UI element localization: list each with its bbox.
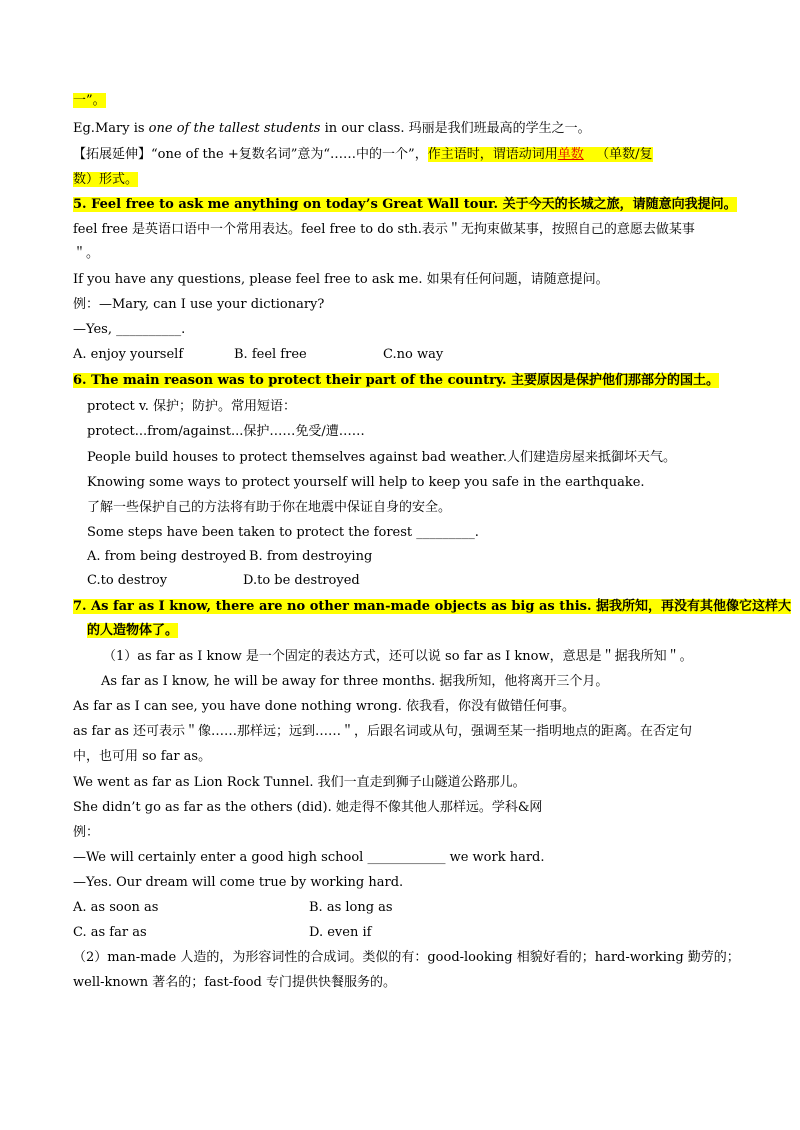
text-line <box>73 92 106 110</box>
section-heading-6: 6. The main reason was to protect their part of the country. 主要原因是保护他们那部分的国土。 <box>73 373 720 388</box>
extension-note: 【拓展延伸】“one of the +复数名词”意为“……中的一个”，作主语时，谓语动词用单数 （单数/复 <box>73 147 653 162</box>
section-heading-7: 7. As far as I know, there are no other man-made objects as big as this. 据我所知，再没有其他像它这样大 <box>73 599 792 614</box>
option-b: B. feel free <box>234 347 307 362</box>
text-line: feel free 是英语口语中一个常用表达。feel free to do sth.表示＂无拘束做某事，按照自己的意愿去做某事 <box>73 222 695 237</box>
option-c: C.no way <box>383 347 444 362</box>
example-line: —Yes, __________. <box>73 322 186 337</box>
text-line: People build houses to protect themselves against bad weather.人们建造房屋来抵御坏天气。 <box>87 450 676 465</box>
text-line: We went as far as Lion Rock Tunnel. 我们一直走到狮子山隧道公路那儿。 <box>73 775 526 790</box>
text-line: ＂。 <box>73 246 100 261</box>
text-line: as far as 还可表示＂像……那样远；远到……＂，后跟名词或从句，强调至某一指明地点的距离。在否定句 <box>73 724 693 739</box>
text-line: （2）man-made 人造的，为形容词性的合成词。类似的有：good-looking 相貌好看的；hard-working 勤劳的； <box>73 950 740 965</box>
answer-fill: 单数 <box>557 147 584 162</box>
section-heading-5: 5. Feel free to ask me anything on today’s Great Wall tour. 关于今天的长城之旅，请随意向我提问。 <box>73 197 737 212</box>
section-heading-7-cont: 的人造物体了。 <box>87 623 179 638</box>
text-line: 中，也可用 so far as。 <box>73 749 212 764</box>
option-b: B. as long as <box>309 900 393 915</box>
example-label: 例： <box>73 825 100 840</box>
option-a: A. from being destroyed <box>87 549 247 564</box>
option-d: D.to be destroyed <box>243 573 360 588</box>
option-b: B. from destroying <box>249 549 373 564</box>
highlighted-text: 一”。 <box>73 93 106 108</box>
text-line: Knowing some ways to protect yourself will help to keep you safe in the earthquake. <box>87 475 645 490</box>
example-line: 例：—Mary, can I use your dictionary? <box>73 297 325 312</box>
text-line: Some steps have been taken to protect the forest _________. <box>87 525 479 540</box>
option-c: C. as far as <box>73 925 147 940</box>
text-line: protect...from/against...保护……免受/遭…… <box>87 424 365 439</box>
text-line: （1）as far as I know 是一个固定的表达方式，还可以说 so far as I know，意思是＂据我所知＂。 <box>103 649 693 664</box>
option-c: C.to destroy <box>87 573 168 588</box>
highlighted-text: 数）形式。 <box>73 172 139 187</box>
italic-phrase: one of the tallest students <box>148 121 321 136</box>
text-line <box>73 171 138 189</box>
text-line: She didn’t go as far as the others (did). 她走得不像其他人那样远。学科&网 <box>73 800 543 815</box>
example-line: Eg.Mary is one of the tallest students in our class. 玛丽是我们班最高的学生之一。 <box>73 121 591 136</box>
text-line: 了解一些保护自己的方法将有助于你在地震中保证自身的安全。 <box>87 500 452 515</box>
highlighted-text: 作主语时，谓语动词用单数 （单数/复 <box>427 147 653 162</box>
text-line: As far as I know, he will be away for three months. 据我所知，他将离开三个月。 <box>101 674 609 689</box>
text-line: protect v. 保护；防护。常用短语： <box>87 399 296 414</box>
option-d: D. even if <box>309 925 372 940</box>
example-line: —Yes. Our dream will come true by working hard. <box>73 875 404 890</box>
option-a: A. as soon as <box>73 900 159 915</box>
option-a: A. enjoy yourself <box>73 347 184 362</box>
text-line: well-known 著名的；fast-food 专门提供快餐服务的。 <box>73 975 397 990</box>
example-line: —We will certainly enter a good high school ____________ we work hard. <box>73 850 545 865</box>
text-line: If you have any questions, please feel free to ask me. 如果有任何问题，请随意提问。 <box>73 272 609 287</box>
text-line: As far as I can see, you have done nothing wrong. 依我看，你没有做错任何事。 <box>73 699 576 714</box>
